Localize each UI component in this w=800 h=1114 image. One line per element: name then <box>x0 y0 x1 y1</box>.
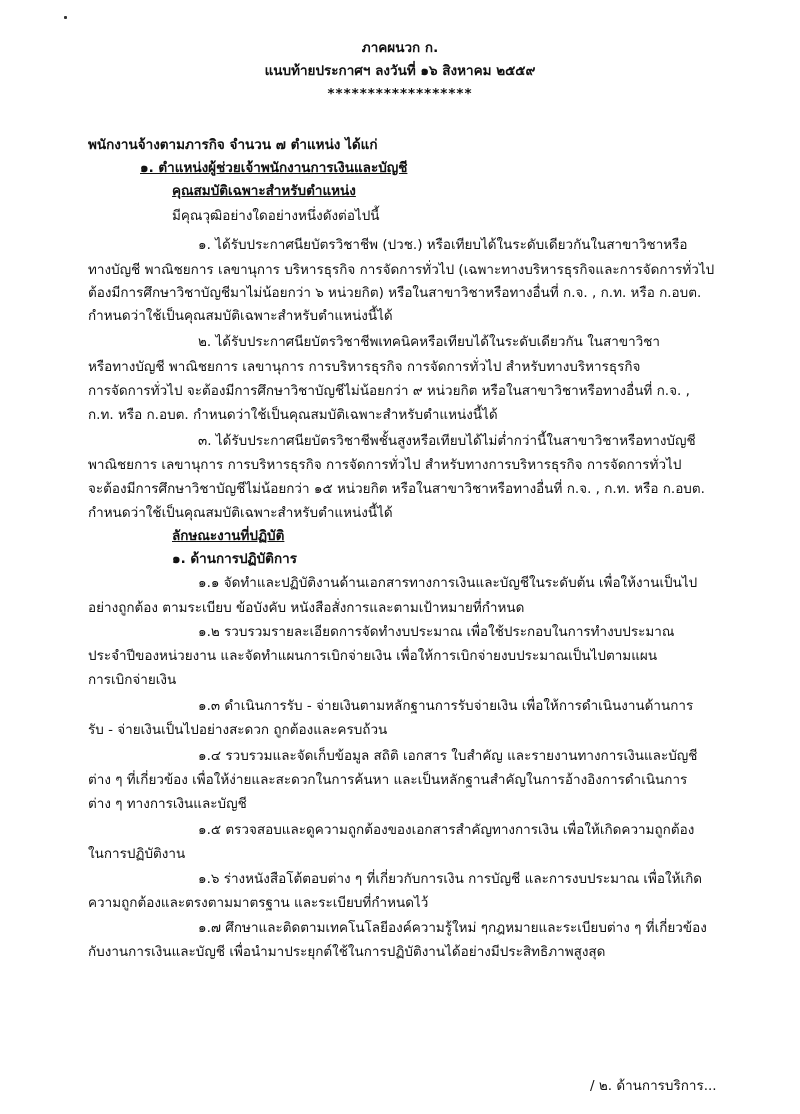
paragraph-line: ๑.๒ รวบรวมรายละเอียดการจัดทำงบประมาณ เพื่อใช้ประกอบในการทำงบประมาณ <box>198 624 675 640</box>
qualification-intro: มีคุณวุฒิอย่างใดอย่างหนึ่งดังต่อไปนี้ <box>172 208 380 224</box>
paragraph-line: ๑.๓ ดำเนินการรับ - จ่ายเงินตามหลักฐานการรับจ่ายเงิน เพื่อให้การดำเนินงานด้านการ <box>198 698 694 714</box>
paragraph-line: ทางบัญชี พาณิชยการ เลขานุการ บริหารธุรกิจ การจัดการทั่วไป (เฉพาะทางบริหารธุรกิจและการจัดการทั่วไป <box>88 262 715 278</box>
paragraph-line: ความถูกต้องและตรงตามมาตรฐาน และระเบียบที่กำหนดไว้ <box>88 895 429 911</box>
paragraph-line: จะต้องมีการศึกษาวิชาบัญชีไม่น้อยกว่า ๑๕ หน่วยกิต หรือในสาขาวิชาหรือทางอื่นที่ ก.จ. , ก.ท. หรือ ก.อบต. <box>88 481 705 497</box>
position-title: ๑. ตำแหน่งผู้ช่วยเจ้าพนักงานการเงินและบัญชี <box>140 160 408 176</box>
paragraph-line: การเบิกจ่ายเงิน <box>88 672 177 688</box>
paragraph-line: การจัดการทั่วไป จะต้องมีการศึกษาวิชาบัญชีไม่น้อยกว่า ๙ หน่วยกิต หรือในสาขาวิชาหรือทางอื่นที่ ก.จ. , <box>88 383 690 399</box>
appendix-subtitle: แนบท้ายประกาศฯ ลงวันที่ ๑๖ สิงหาคม ๒๕๕๙ <box>264 63 536 79</box>
paragraph-line: กำหนดว่าใช้เป็นคุณสมบัติเฉพาะสำหรับตำแหน่งนี้ได้ <box>88 308 393 324</box>
paragraph-line: หรือทางบัญชี พาณิชยการ เลขานุการ การบริหารธุรกิจ การจัดการทั่วไป สำหรับทางบริหารธุรกิจ <box>88 359 641 375</box>
paragraph-line: กำหนดว่าใช้เป็นคุณสมบัติเฉพาะสำหรับตำแหน่งนี้ได้ <box>88 505 393 521</box>
operations-heading: ๑. ด้านการปฏิบัติการ <box>172 551 297 567</box>
paragraph-line: อย่างถูกต้อง ตามระเบียบ ข้อบังคับ หนังสือสั่งการและตามเป้าหมายที่กำหนด <box>88 600 525 616</box>
duties-heading: ลักษณะงานที่ปฏิบัติ <box>172 528 285 544</box>
paragraph-line: ในการปฏิบัติงาน <box>88 846 186 862</box>
continuation-footer: / ๒. ด้านการบริการ... <box>590 1078 717 1094</box>
paragraph-line: ๑.๖ ร่างหนังสือโต้ตอบต่าง ๆ ที่เกี่ยวกับการเงิน การบัญชี และการงบประมาณ เพื่อให้เกิด <box>198 871 703 887</box>
intro-line: พนักงานจ้างตามภารกิจ จำนวน ๗ ตำแหน่ง ได้แก่ <box>88 137 378 153</box>
paragraph-line: รับ - จ่ายเงินเป็นไปอย่างสะดวก ถูกต้องและครบถ้วน <box>88 722 388 738</box>
paragraph-line: กับงานการเงินและบัญชี เพื่อนำมาประยุกต์ใช้ในการปฏิบัติงานได้อย่างมีประสิทธิภาพสูงสุด <box>88 944 606 960</box>
paragraph-line: ต่าง ๆ ที่เกี่ยวข้อง เพื่อให้ง่ายและสะดวกในการค้นหา และเป็นหลักฐานสำคัญในการอ้างอิงการดำเนินการ <box>88 772 688 788</box>
paragraph-line: ๒. ได้รับประกาศนียบัตรวิชาชีพเทคนิคหรือเทียบได้ในระดับเดียวกัน ในสาขาวิชา <box>198 334 660 350</box>
paragraph-line: ต้องมีการศึกษาวิชาบัญชีมาไม่น้อยกว่า ๖ หน่วยกิต) หรือในสาขาวิชาหรือทางอื่นที่ ก.จ. , ก.ท. หรือ ก.อบต. <box>88 285 702 301</box>
paragraph-line: ๑.๕ ตรวจสอบและดูความถูกต้องของเอกสารสำคัญทางการเงิน เพื่อให้เกิดความถูกต้อง <box>198 822 695 838</box>
paragraph-line: ๑.๔ รวบรวมและจัดเก็บข้อมูล สถิติ เอกสาร ใบสำคัญ และรายงานทางการเงินและบัญชี <box>198 748 698 764</box>
paragraph-line: ๑. ได้รับประกาศนียบัตรวิชาชีพ (ปวช.) หรือเทียบได้ในระดับเดียวกันในสาขาวิชาหรือ <box>198 237 688 253</box>
appendix-title: ภาคผนวก ก. <box>361 40 439 56</box>
paragraph-line: ก.ท. หรือ ก.อบต. กำหนดว่าใช้เป็นคุณสมบัติเฉพาะสำหรับตำแหน่งนี้ได้ <box>88 407 498 423</box>
paragraph-line: ประจำปีของหน่วยงาน และจัดทำแผนการเบิกจ่ายเงิน เพื่อให้การเบิกจ่ายงบประมาณเป็นไปตามแผน <box>88 648 658 664</box>
qualification-heading: คุณสมบัติเฉพาะสำหรับตำแหน่ง <box>172 183 356 199</box>
paragraph-line: ๓. ได้รับประกาศนียบัตรวิชาชีพชั้นสูงหรือเทียบได้ไม่ต่ำกว่านี้ในสาขาวิชาหรือทางบัญชี <box>198 433 696 449</box>
paragraph-line: ต่าง ๆ ทางการเงินและบัญชี <box>88 796 247 812</box>
star-divider: ****************** <box>327 86 473 102</box>
paragraph-line: ๑.๑ จัดทำและปฏิบัติงานด้านเอกสารทางการเงินและบัญชีในระดับต้น เพื่อให้งานเป็นไป <box>198 575 698 591</box>
paragraph-line: ๑.๗ ศึกษาและติดตามเทคโนโลยีองค์ความรู้ใหม่ ๆกฎหมายและระเบียบต่าง ๆ ที่เกี่ยวข้อง <box>198 920 707 936</box>
paragraph-line: พาณิชยการ เลขานุการ การบริหารธุรกิจ การจัดการทั่วไป สำหรับทางการบริหารธุรกิจ การจัดการทั่วไป <box>88 457 682 473</box>
scan-speck <box>64 16 67 19</box>
